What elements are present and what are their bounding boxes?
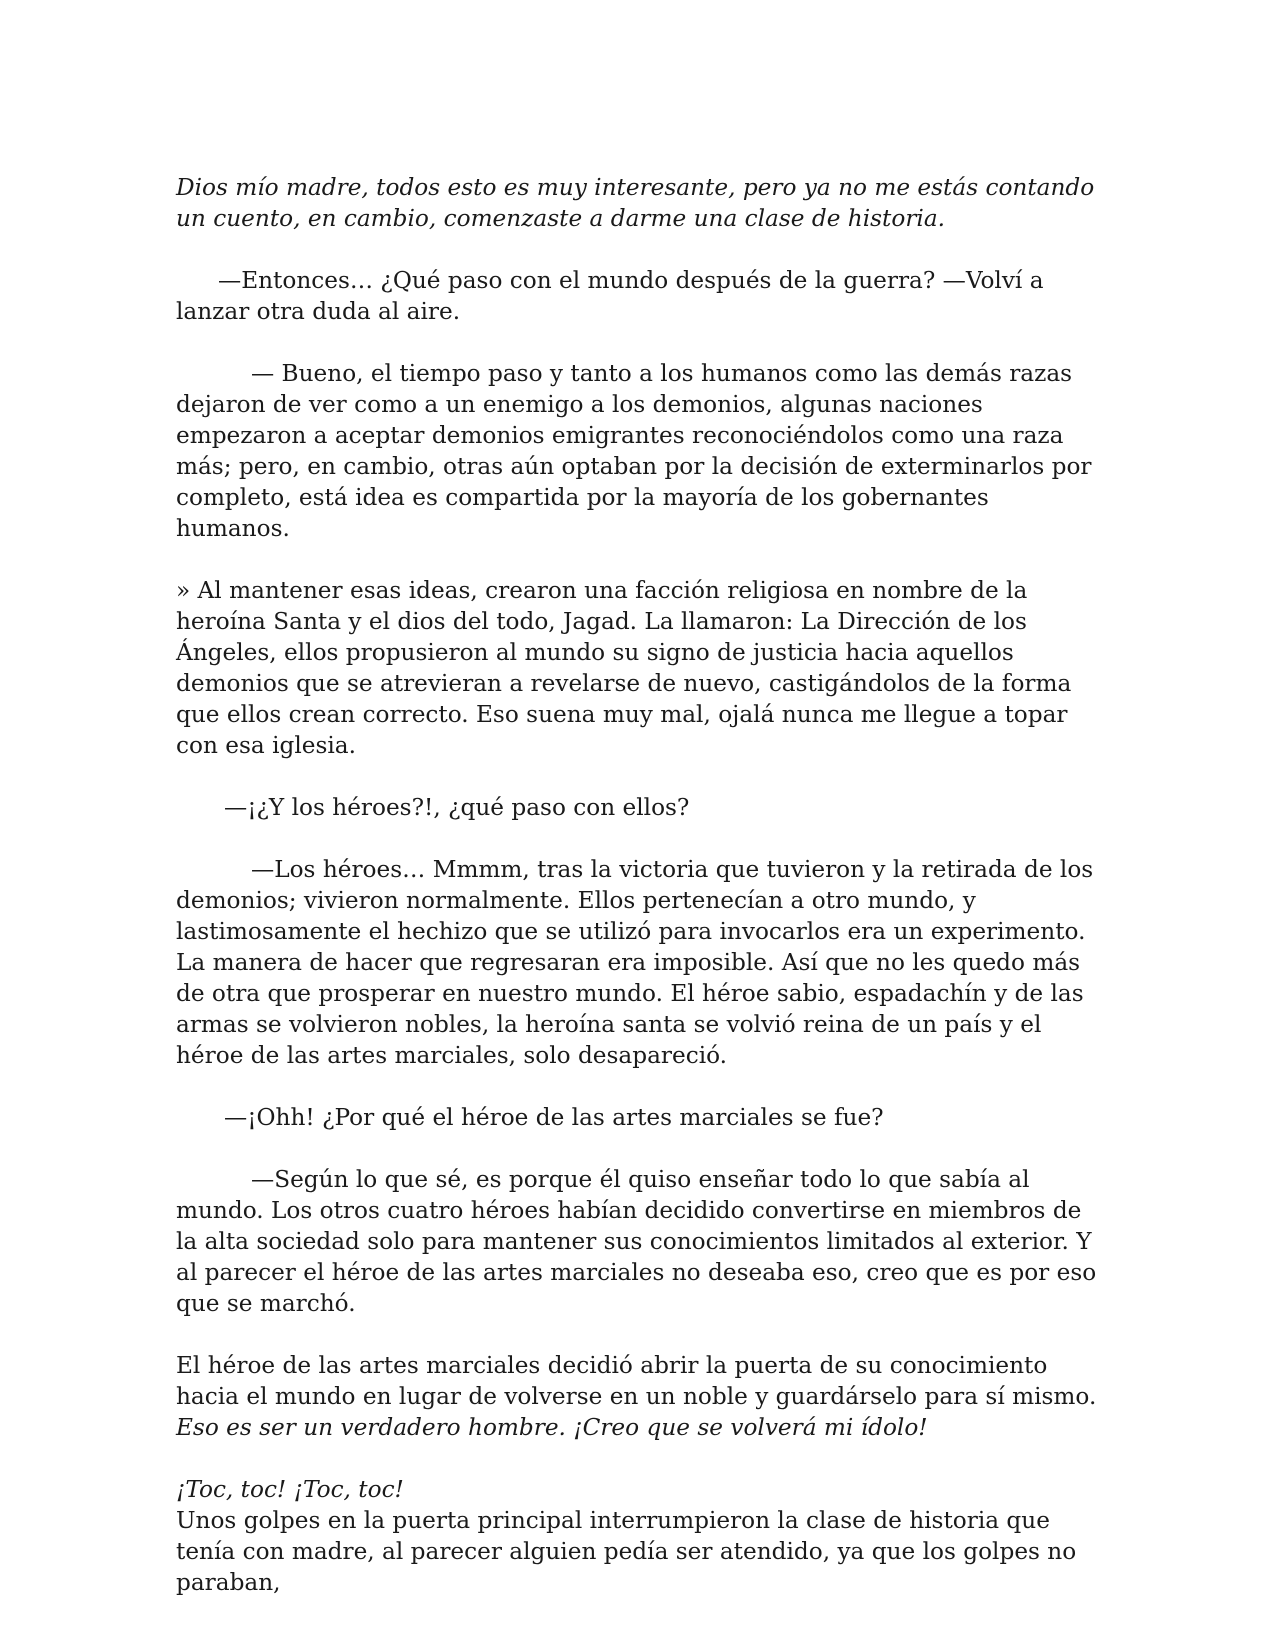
paragraph-9 — [176, 1350, 1106, 1443]
paragraph-8: —Según lo que sé, es porque él quiso enseñar todo lo que sabía al mundo. Los otros cuatro héroes habían decidido convertirse en miembros de la alta sociedad solo para mantener sus conocimientos limitados al exterior. Y al parecer el héroe de las artes marciales no deseaba eso, creo que es por eso que se marchó. — [176, 1166, 1097, 1317]
paragraph-6: —Los héroes… Mmmm, tras la victoria que tuvieron y la retirada de los demonios; vivieron normalmente. Ellos pertenecían a otro mundo, y lastimosamente el hechizo que se utilizó para invocarlos era un experimento. La manera de hacer que regresaran era imposible. Así que no les quedo más de otra que prosperar en nuestro mundo. El héroe sabio, espadachín y de las armas se volvieron nobles, la heroína santa se volvió reina de un país y el héroe de las artes marciales, solo desapareció. — [176, 856, 1094, 1069]
paragraph-1: Dios mío madre, todos esto es muy interesante, pero ya no me estás contando un cuento, en cambio, comenzaste a darme una clase de historia. — [176, 174, 1095, 232]
paragraph-4: » Al mantener esas ideas, crearon una facción religiosa en nombre de la heroína Santa y el dios del todo, Jagad. La llamaron: La Dirección de los Ángeles, ellos propusieron al mundo su signo de justicia hacia aquellos demonios que se atrevieran a revelarse de nuevo, castigándolos de la forma que ellos crean correcto. Eso suena muy mal, ojalá nunca me llegue a topar con esa iglesia. — [176, 577, 1072, 759]
paragraph-10: Unos golpes en la puerta principal interrumpieron la clase de historia que tenía con madre, al parecer alguien pedía ser atendido, ya que los golpes no paraban, — [176, 1507, 1077, 1596]
paragraph-5: —¡¿Y los héroes?!, ¿qué paso con ellos? — [224, 794, 690, 821]
paragraph-9-italic-text: Eso es ser un verdadero hombre. ¡Creo que se volverá mi ídolo! — [176, 1414, 928, 1441]
knock-line: ¡Toc, toc! ¡Toc, toc! — [176, 1476, 404, 1503]
paragraph-7: —¡Ohh! ¿Por qué el héroe de las artes marciales se fue? — [224, 1104, 884, 1131]
paragraph-2: —Entonces… ¿Qué paso con el mundo después de la guerra? —Volví a lanzar otra duda al aire. — [176, 267, 1044, 325]
document-page — [176, 172, 1106, 1629]
paragraph-3: — Bueno, el tiempo paso y tanto a los humanos como las demás razas dejaron de ver como a un enemigo a los demonios, algunas naciones empezaron a aceptar demonios emigrantes reconociéndolos como una raza más; pero, en cambio, otras aún optaban por la decisión de exterminarlos por completo, está idea es compartida por la mayoría de los gobernantes humanos. — [176, 360, 1092, 542]
paragraph-9-text: El héroe de las artes marciales decidió abrir la puerta de su conocimiento hacia el mundo en lugar de volverse en un noble y guardárselo para sí mismo. — [176, 1352, 1097, 1410]
